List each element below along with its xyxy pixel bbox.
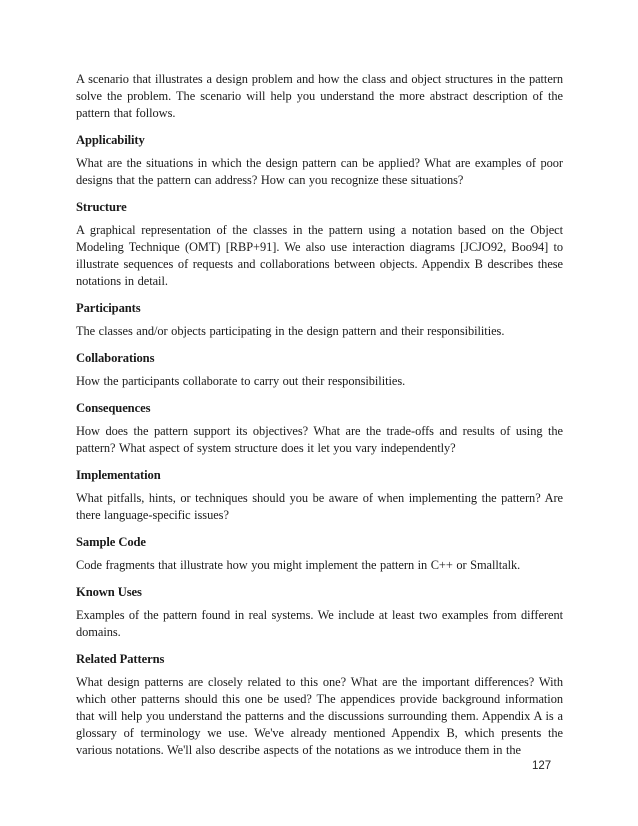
paragraph-known-uses: Examples of the pattern found in real systems. We include at least two examples from different domains. xyxy=(76,608,563,639)
heading-participants: Participants xyxy=(76,301,141,315)
heading-implementation: Implementation xyxy=(76,468,161,482)
heading-sample-code: Sample Code xyxy=(76,535,146,549)
heading-structure: Structure xyxy=(76,200,127,214)
paragraph-consequences: How does the pattern support its objectives? What are the trade-offs and results of using the pattern? What aspect of system structure does it let you vary independently? xyxy=(76,424,563,455)
heading-related-patterns: Related Patterns xyxy=(76,652,165,666)
heading-applicability: Applicability xyxy=(76,133,145,147)
paragraph-applicability: What are the situations in which the design pattern can be applied? What are examples of poor designs that the pattern can address? How can you recognize these situations? xyxy=(76,156,563,187)
heading-collaborations: Collaborations xyxy=(76,351,155,365)
paragraph-collaborations: How the participants collaborate to carry out their responsibilities. xyxy=(76,374,406,388)
paragraph-structure: A graphical representation of the classes in the pattern using a notation based on the Object Modeling Technique (OMT) [RBP+91]. We also use interaction diagrams [JCJO92, Boo94] to illustrate sequences of requests and collaborations between objects. Appendix B describes these notations in detail. xyxy=(76,223,563,288)
paragraph-related-patterns: What design patterns are closely related to this one? What are the important differences? With which other patterns should this one be used? The appendices provide background information that will help you understand the patterns and the discussions surrounding them. Appendix A is a glossary of terminology we use. We've already mentioned Appendix B, which presents the various notations. We'll also describe aspects of the notations as we introduce them in the xyxy=(76,675,563,757)
heading-known-uses: Known Uses xyxy=(76,585,142,599)
paragraph-participants: The classes and/or objects participating in the design pattern and their responsibilities. xyxy=(76,324,505,338)
paragraph-sample-code: Code fragments that illustrate how you might implement the pattern in C++ or Smalltalk. xyxy=(76,558,521,572)
intro-paragraph: A scenario that illustrates a design problem and how the class and object structures in the pattern solve the problem. The scenario will help you understand the more abstract description of the pattern that follows. xyxy=(76,72,563,120)
page-number: 127 xyxy=(532,760,552,772)
page-content xyxy=(76,71,563,759)
paragraph-implementation: What pitfalls, hints, or techniques should you be aware of when implementing the pattern? Are there language-specific issues? xyxy=(76,491,563,522)
heading-consequences: Consequences xyxy=(76,401,151,415)
